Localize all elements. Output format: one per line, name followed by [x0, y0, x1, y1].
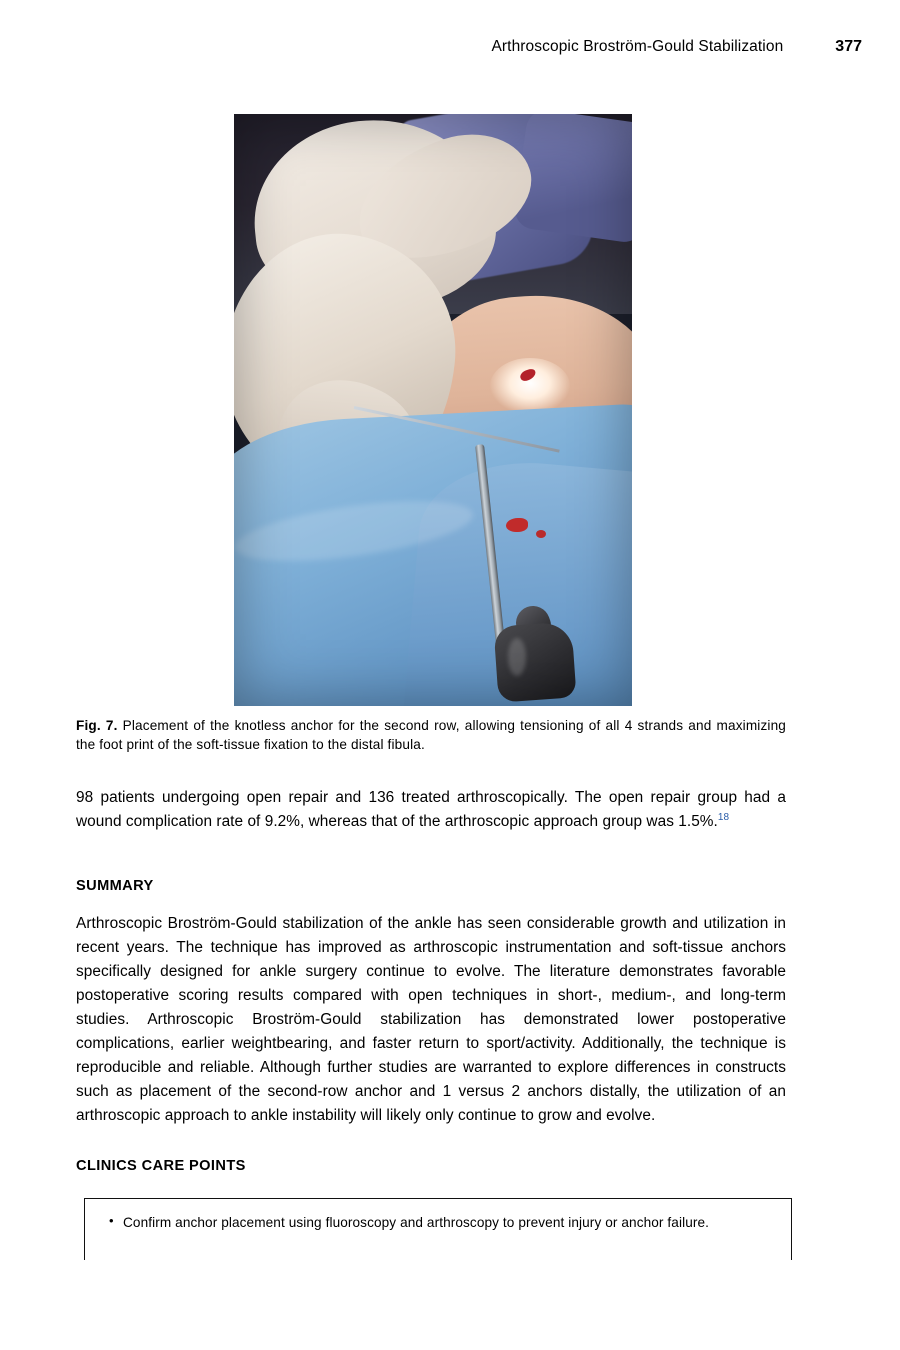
heading-clinics-care-points: CLINICS CARE POINTS — [76, 1158, 246, 1174]
photo-vignette — [234, 114, 632, 706]
running-title: Arthroscopic Broström-Gould Stabilization — [491, 38, 784, 55]
paragraph-summary: Arthroscopic Broström-Gould stabilization of the ankle has seen considerable growth and utilization in recent years. The technique has improved as arthroscopic instrumentation and soft-tissue anchors specifically designed for ankle surgery continue to evolve. The literature demonstrates favorable postoperative scoring results compared with open techniques in short-, medium-, and long-term studies. Arthroscopic Broström-Gould stabilization has demonstrated lower postoperative complications, earlier weightbearing, and faster return to sport/activity. Additionally, the technique is reproducible and reliable. Although further studies are warranted to explore differences in constructs such as placement of the second-row anchor and 1 versus 2 anchors distally, the utilization of an arthroscopic approach to ankle instability will likely only continue to grow and evolve. — [76, 915, 786, 1125]
citation-reference-18[interactable]: 18 — [717, 812, 730, 824]
figure-label: Fig. 7. — [76, 718, 118, 733]
paragraph-statistics — [76, 786, 786, 834]
clinics-care-points-box — [84, 1198, 792, 1260]
running-head — [76, 38, 862, 56]
page-number: 377 — [835, 38, 862, 55]
heading-summary: SUMMARY — [76, 878, 154, 894]
figure-caption — [76, 716, 786, 755]
clinics-care-points-list — [103, 1213, 773, 1233]
figure-caption-text: Placement of the knotless anchor for the second row, allowing tensioning of all 4 strands and maximizing the foot print of the soft-tissue fixation to the distal fibula. — [76, 718, 787, 753]
figure-7 — [234, 114, 632, 706]
paragraph-statistics-text: 98 patients undergoing open repair and 136 treated arthroscopically. The open repair group had a wound complication rate of 9.2%, whereas that of the arthroscopic approach group was 1.5%. — [76, 789, 786, 831]
surgical-photo — [234, 114, 632, 706]
list-item: • Confirm anchor placement using fluoroscopy and arthroscopy to prevent injury or anchor failure. — [121, 1213, 773, 1233]
